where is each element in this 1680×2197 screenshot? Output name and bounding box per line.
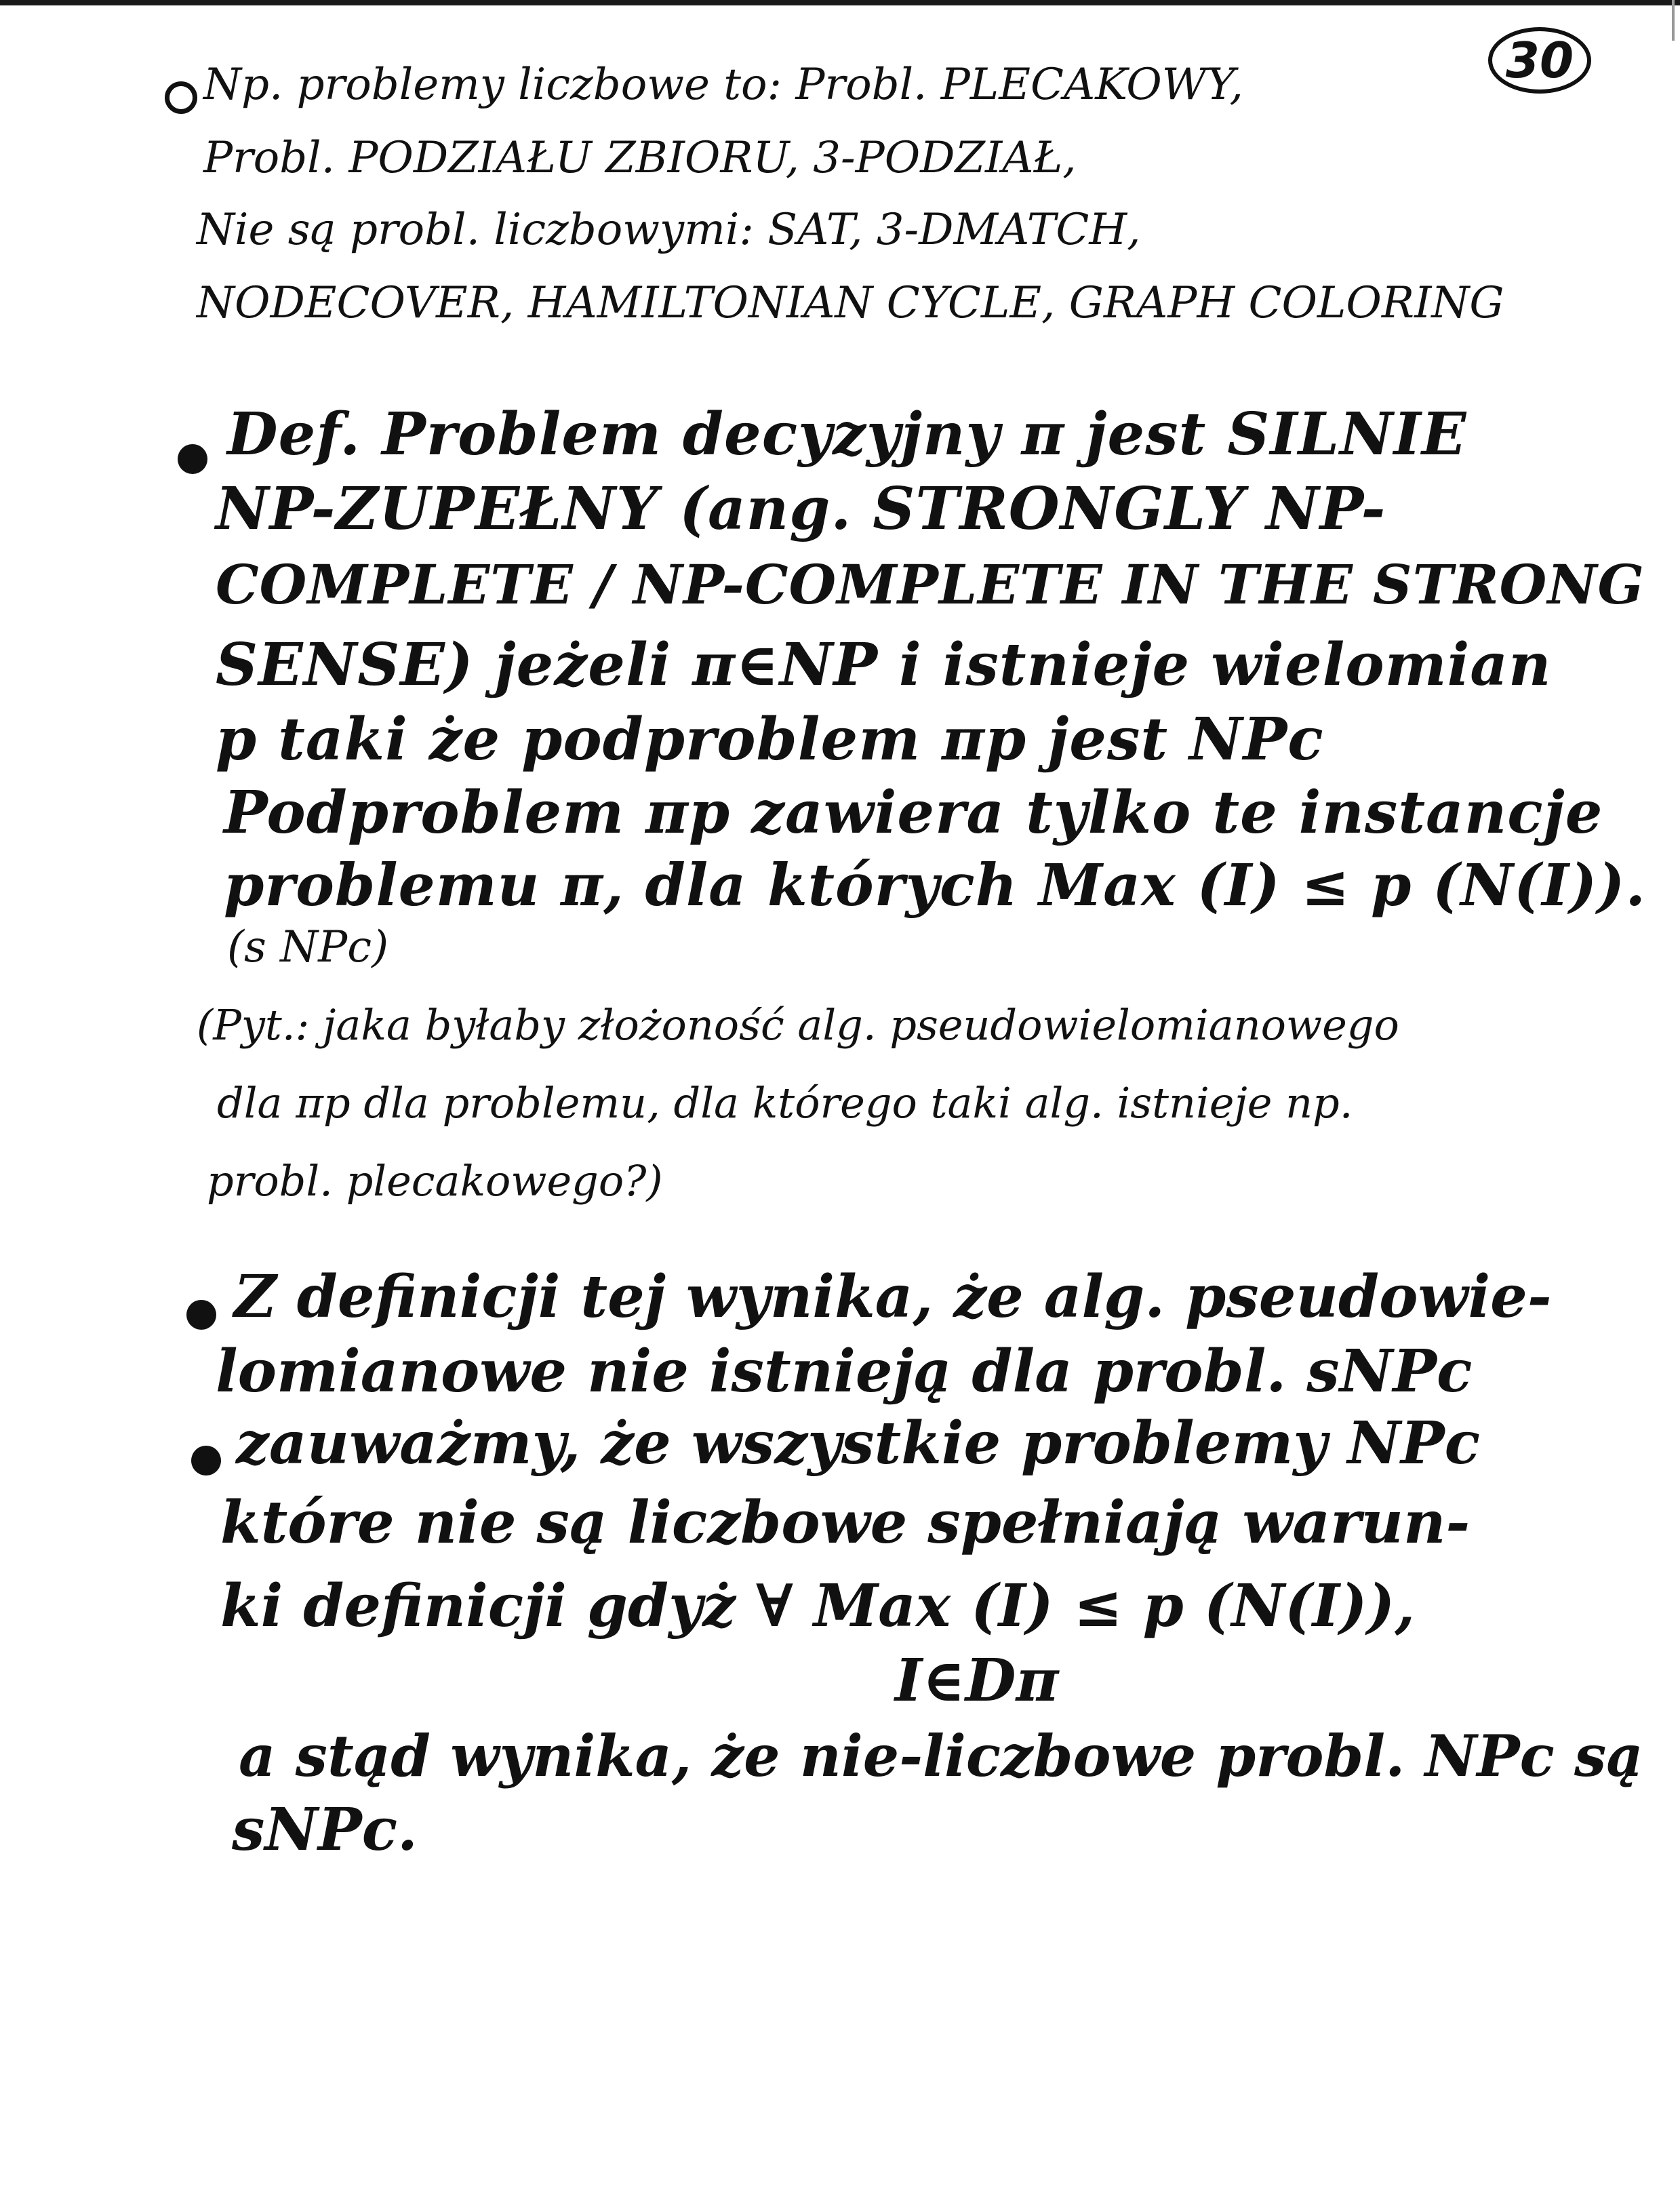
note-line: NODECOVER, HAMILTONIAN CYCLE, GRAPH COLORING	[197, 278, 1504, 328]
note-line: I∈Dπ	[895, 1646, 1059, 1715]
note-line: Def. Problem decyzyjny π jest SILNIE	[227, 400, 1467, 469]
note-line: problemu π, dla których Max (I) ≤ p (N(I)).	[224, 852, 1646, 919]
note-line: Podproblem πp zawiera tylko te instancje	[224, 778, 1603, 847]
note-line: lomianowe nie istnieją dla probl. sNPc	[216, 1337, 1473, 1406]
note-line: (s NPc)	[227, 922, 389, 972]
note-line: a stąd wynika, że nie-liczbowe probl. NPc są	[239, 1722, 1643, 1789]
scan-edge-mark	[1672, 0, 1675, 41]
note-line: probl. plecakowego?)	[207, 1156, 663, 1206]
note-line: Probl. PODZIAŁU ZBIORU, 3-PODZIAŁ,	[203, 133, 1077, 183]
note-line: zauważmy, że wszystkie problemy NPc	[236, 1409, 1480, 1478]
page-number: 30	[1488, 27, 1591, 94]
page-top-edge	[0, 0, 1680, 5]
note-line: p taki że podproblem πp jest NPc	[216, 705, 1324, 774]
note-line: Np. problemy liczbowe to: Probl. PLECAKOWY,	[203, 60, 1243, 110]
note-line: które nie są liczbowe spełniają warun-	[220, 1488, 1471, 1557]
bullet-solid-icon	[191, 1446, 221, 1476]
note-line: SENSE) jeżeli π∈NP i istnieje wielomian	[216, 631, 1552, 699]
note-line: sNPc.	[232, 1796, 418, 1864]
note-line: COMPLETE / NP-COMPLETE IN THE STRONG	[216, 553, 1645, 616]
bullet-solid-icon	[186, 1300, 216, 1330]
note-line: (Pyt.: jaka byłaby złożoność alg. pseudowielomianowego	[197, 1000, 1399, 1050]
note-line: NP-ZUPEŁNY (ang. STRONGLY NP-	[216, 475, 1386, 543]
note-line: Nie są probl. liczbowymi: SAT, 3-DMATCH,	[197, 205, 1141, 255]
note-line: ki definicji gdyż ∀ Max (I) ≤ p (N(I)),	[220, 1572, 1416, 1640]
note-line: Z definicji tej wynika, że alg. pseudowie-	[234, 1263, 1552, 1331]
bullet-solid-icon	[178, 444, 207, 474]
bullet-open-icon	[165, 81, 197, 114]
note-line: dla πp dla problemu, dla którego taki alg. istnieje np.	[217, 1078, 1353, 1128]
